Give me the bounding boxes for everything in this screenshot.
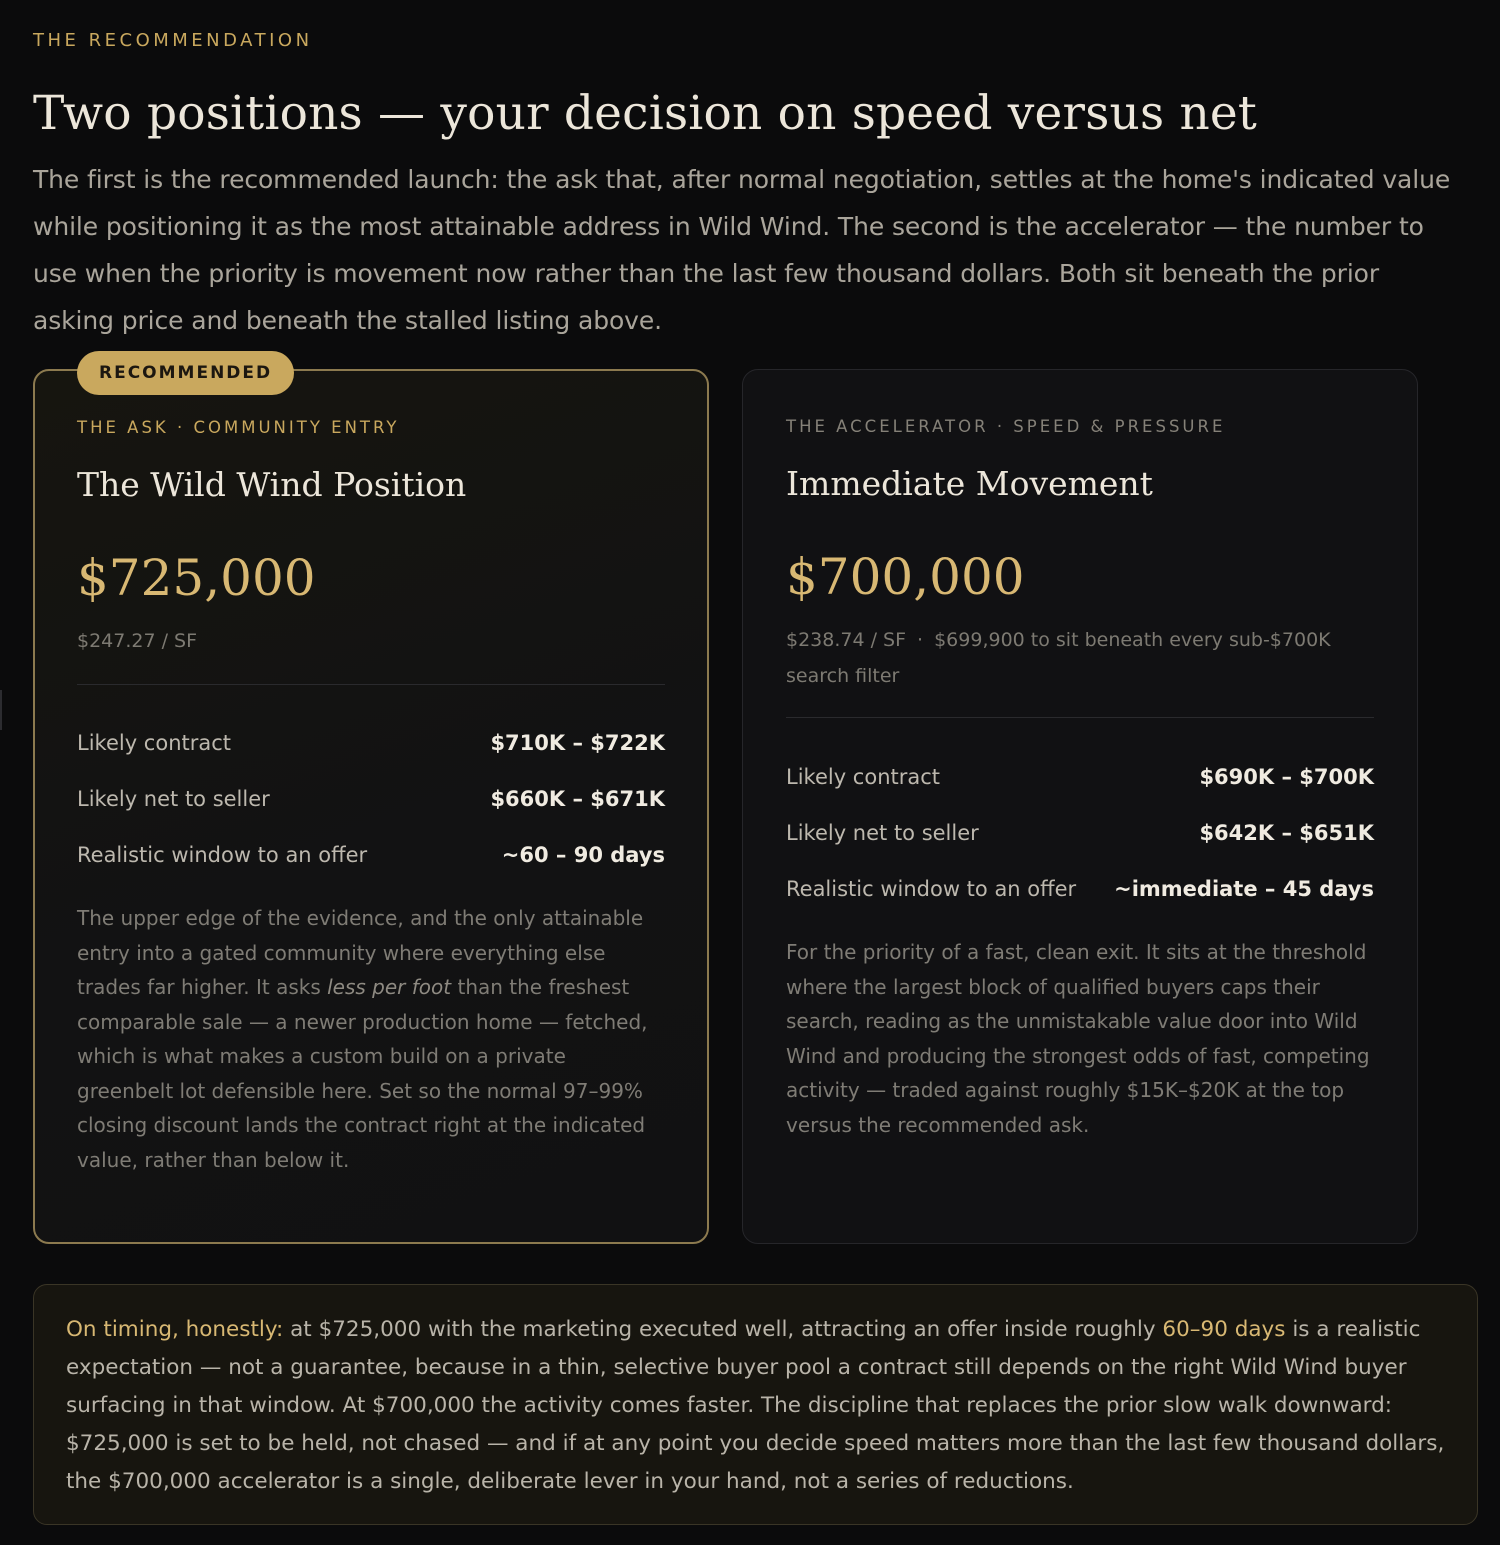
metric-label: Likely net to seller: [77, 787, 270, 811]
price-per-sf: [786, 622, 1374, 694]
page-edge-marker: [0, 690, 2, 730]
timing-note-body: at $725,000 with the marketing executed well, attracting an offer inside roughly: [283, 1317, 1163, 1342]
price-per-sf: $247.27 / SF: [77, 630, 198, 652]
card-description-text: The upper edge of the evidence, and the only attainable entry into a gated community where everything else trades far higher. It asks: [77, 906, 644, 999]
metric-row-likely-contract: [786, 749, 1374, 805]
timing-note-panel: [33, 1284, 1478, 1525]
metrics-list: [786, 749, 1374, 917]
card-price: $725,000: [77, 549, 316, 607]
metric-value: $690K – $700K: [1199, 765, 1374, 789]
card-title: Immediate Movement: [786, 464, 1153, 503]
card-kicker: THE ACCELERATOR · SPEED & PRESSURE: [786, 417, 1226, 436]
metric-value: ~immediate – 45 days: [1114, 877, 1374, 901]
card-description: For the priority of a fast, clean exit. It sits at the threshold where the largest block of qualified buyers caps their search, reading as the unmistakable value door into Wild Wind and producing the strongest odds of fast, competing activity — traded against roughly $15K–$20K at the top versus the recommended ask.: [786, 940, 1370, 1137]
card-divider: [77, 684, 665, 685]
metric-label: Likely contract: [77, 731, 232, 755]
card-description-text: than the freshest comparable sale — a newer production home — fetched, which is what makes a custom build on a private greenbelt lot defensible here. Set so the normal 97–99% closing discount lands the contract right at the indicated value, rather than below it.: [77, 975, 648, 1172]
metric-row-offer-window: [786, 861, 1374, 917]
metric-label: Likely net to seller: [786, 821, 979, 845]
card-divider: [786, 717, 1374, 718]
recommended-badge: RECOMMENDED: [77, 351, 294, 395]
metric-label: Realistic window to an offer: [77, 843, 368, 867]
price-per-sf-separator: ·: [917, 629, 924, 651]
price-per-sf-value: $238.74 / SF: [786, 629, 907, 651]
section-headline: Two positions — your decision on speed versus net: [33, 86, 1258, 141]
card-price: $700,000: [786, 548, 1025, 606]
metric-value: $710K – $722K: [490, 731, 665, 755]
card-title: The Wild Wind Position: [77, 465, 467, 504]
metric-value: $642K – $651K: [1199, 821, 1374, 845]
card-description: [77, 901, 665, 1177]
metric-row-likely-contract: [77, 715, 665, 771]
accelerator-position-card: [742, 369, 1418, 1244]
timing-note-lead: On timing, honestly:: [66, 1317, 284, 1342]
timing-note-text: [66, 1311, 1445, 1501]
recommended-position-card: [33, 363, 709, 1244]
timing-note-body: is a realistic expectation — not a guarantee, because in a thin, selective buyer pool a contract still depends on the right Wild Wind buyer surfacing in that window. At $700,000 the activity comes faster. The discipline that replaces the prior slow walk downward: $725,000 is set to be held, not chased — and if at any point you decide speed matters more than the last few thousand dollars, the $700,000 accelerator is a single, deliberate lever in your hand, not a series of reductions.: [66, 1317, 1445, 1494]
section-eyebrow: THE RECOMMENDATION: [33, 30, 313, 51]
section-intro: The first is the recommended launch: the ask that, after normal negotiation, settles at the home's indicated value while positioning it as the most attainable address in Wild Wind. The second is the accelerator — the number to use when the priority is movement now rather than the last few thousand dollars. Both sit beneath the prior asking price and beneath the stalled listing above.: [33, 165, 1451, 335]
metric-row-offer-window: [77, 827, 665, 883]
metric-row-net-to-seller: [786, 805, 1374, 861]
card-description-emphasis: less per foot: [327, 975, 452, 999]
metric-value: ~60 – 90 days: [501, 843, 665, 867]
card-kicker: THE ASK · COMMUNITY ENTRY: [77, 418, 400, 437]
metric-row-net-to-seller: [77, 771, 665, 827]
metrics-list: [77, 715, 665, 883]
price-per-sf-note: $699,900 to sit beneath every sub-$700K search filter: [786, 629, 1331, 687]
metric-label: Realistic window to an offer: [786, 877, 1077, 901]
timing-note-highlight: 60–90 days: [1162, 1317, 1286, 1342]
metric-label: Likely contract: [786, 765, 941, 789]
metric-value: $660K – $671K: [490, 787, 665, 811]
